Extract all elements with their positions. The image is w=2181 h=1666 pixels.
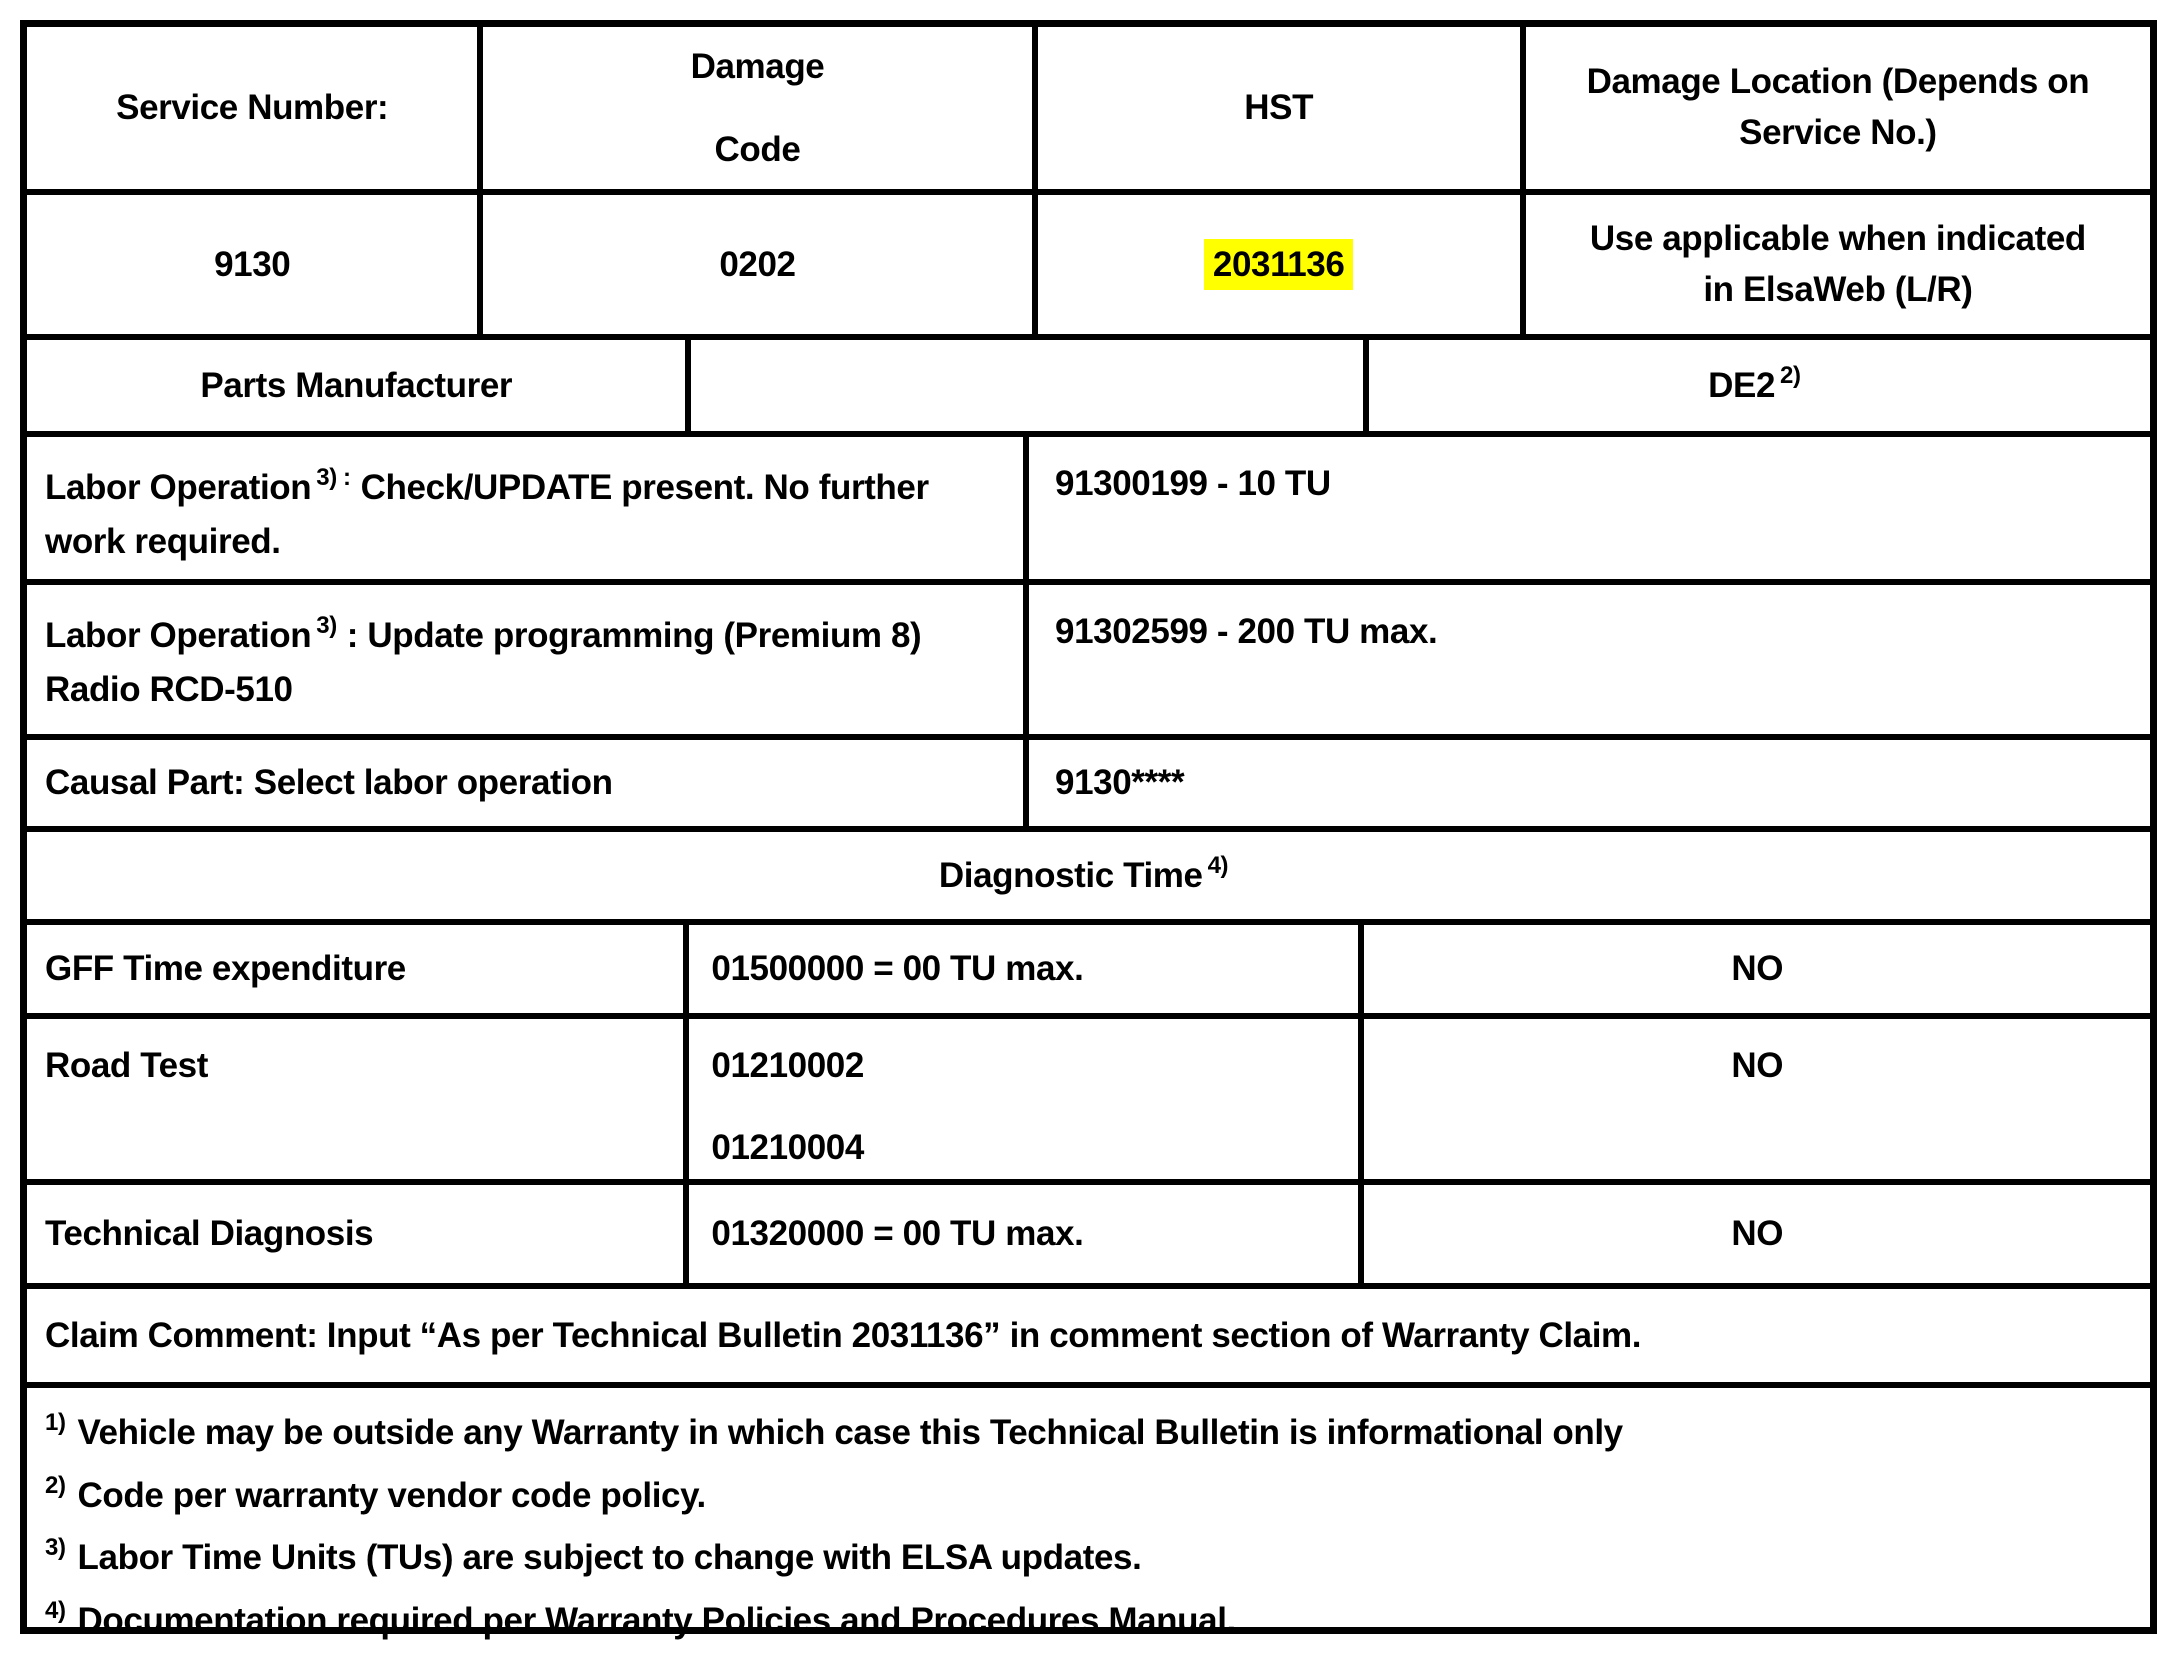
diagnostic-time-header-row xyxy=(27,832,2150,925)
header-row xyxy=(27,27,2150,195)
labor-operation-1-value-cell xyxy=(1029,437,2150,579)
footnote-4-marker: 4) xyxy=(45,1596,66,1624)
values-row xyxy=(27,195,2150,340)
labor-operation-row-2 xyxy=(27,585,2150,740)
parts-manufacturer-value-cell xyxy=(1369,340,2150,431)
parts-manufacturer-empty-cell xyxy=(691,340,1368,431)
header-hst xyxy=(1038,27,1526,189)
damage-location-line1: Use applicable when indicated xyxy=(1589,218,2086,258)
labor-operation-2-prefix: Labor Operation xyxy=(45,616,312,655)
claim-comment-text: Claim Comment: Input “As per Technical Bulletin 2031136” in comment section of Warranty Claim. xyxy=(45,1315,1642,1355)
footnote-4 xyxy=(45,1598,1236,1644)
header-damage-location xyxy=(1526,27,2150,189)
footnote-2-marker: 2) xyxy=(45,1471,66,1499)
footnote-1-marker: 1) xyxy=(45,1409,66,1436)
road-test-code-2: 01210004 xyxy=(711,1127,864,1167)
footnote-2 xyxy=(45,1473,706,1519)
hst-value-highlighted: 2031136 xyxy=(1204,239,1354,291)
footnote-4-text: Documentation required per Warranty Policies and Procedures Manual. xyxy=(77,1600,1236,1640)
parts-manufacturer-value xyxy=(1708,363,1810,409)
footnotes-row xyxy=(27,1388,2150,1666)
gff-time-row xyxy=(27,925,2150,1019)
road-test-flag: NO xyxy=(1731,1046,1784,1085)
claim-comment-cell xyxy=(27,1289,2150,1382)
road-test-flag-cell xyxy=(1364,1019,2150,1179)
gff-time-flag-cell xyxy=(1364,925,2150,1013)
value-damage-location xyxy=(1526,195,2150,334)
header-service-number-label: Service Number: xyxy=(116,88,389,128)
technical-diagnosis-code-cell xyxy=(689,1185,1364,1283)
labor-operation-row-1 xyxy=(27,437,2150,585)
labor-operation-2-description: : Update programming (Premium 8) Radio RCD-510 xyxy=(45,616,922,710)
gff-time-code-cell xyxy=(689,925,1364,1013)
damage-code-value: 0202 xyxy=(719,244,796,284)
diagnostic-time-footnote-marker: 4) xyxy=(1207,851,1229,879)
labor-operation-2-label xyxy=(45,609,1009,718)
labor-operation-1-footnote-marker: 3) : xyxy=(316,464,351,491)
gff-time-code: 01500000 = 00 TU max. xyxy=(711,949,1084,989)
causal-part-label-cell xyxy=(27,740,1029,826)
vendor-code-footnote-marker: 2) xyxy=(1780,361,1801,389)
labor-operation-1-code: 91300199 - 10 TU xyxy=(1055,464,1331,503)
labor-operation-1-label-cell xyxy=(27,437,1029,579)
footnote-3 xyxy=(45,1535,1141,1581)
vendor-code: DE2 xyxy=(1708,365,1776,405)
technical-diagnosis-code: 01320000 = 00 TU max. xyxy=(711,1214,1084,1254)
header-damage-code xyxy=(483,27,1037,189)
gff-time-label-cell xyxy=(27,925,689,1013)
diagnostic-time-header-cell xyxy=(27,832,2150,919)
header-damage-code-line1: Damage xyxy=(690,46,825,86)
causal-part-label: Causal Part: Select labor operation xyxy=(45,763,613,803)
causal-part-value-cell xyxy=(1029,740,2150,826)
footnote-1-text: Vehicle may be outside any Warranty in which case this Technical Bulletin is informational only xyxy=(77,1413,1623,1452)
service-number-value: 9130 xyxy=(214,244,291,284)
parts-manufacturer-label-cell xyxy=(27,340,691,431)
diagnostic-time-header xyxy=(939,853,1238,899)
parts-manufacturer-row xyxy=(27,340,2150,437)
header-damage-location-label: Damage Location (Depends on Service No.) xyxy=(1586,62,2090,152)
labor-operation-2-value-cell xyxy=(1029,585,2150,734)
header-damage-code-line2: Code xyxy=(714,130,801,169)
gff-time-flag: NO xyxy=(1731,949,1784,989)
parts-manufacturer-label: Parts Manufacturer xyxy=(200,365,513,405)
technical-diagnosis-label: Technical Diagnosis xyxy=(45,1214,374,1254)
technical-diagnosis-flag-cell xyxy=(1364,1185,2150,1283)
value-hst xyxy=(1038,195,1526,334)
road-test-row xyxy=(27,1019,2150,1185)
claim-comment-row xyxy=(27,1289,2150,1388)
road-test-label: Road Test xyxy=(45,1046,208,1085)
labor-operation-1-prefix: Labor Operation xyxy=(45,468,312,507)
labor-operation-2-code: 91302599 - 200 TU max. xyxy=(1055,612,1438,651)
footnote-3-text: Labor Time Units (TUs) are subject to change with ELSA updates. xyxy=(77,1538,1142,1577)
technical-diagnosis-row xyxy=(27,1185,2150,1289)
road-test-code-cell xyxy=(689,1019,1364,1179)
technical-diagnosis-label-cell xyxy=(27,1185,689,1283)
labor-operation-1-label xyxy=(45,461,1009,570)
technical-diagnosis-flag: NO xyxy=(1731,1214,1784,1254)
footnote-3-marker: 3) xyxy=(45,1534,66,1561)
labor-operation-2-label-cell xyxy=(27,585,1029,734)
warranty-claim-table xyxy=(20,20,2157,1640)
diagnostic-time-title: Diagnostic Time xyxy=(938,855,1203,895)
labor-operation-1-description: Check/UPDATE present. No further work required. xyxy=(45,468,929,562)
damage-location-line2: in ElsaWeb (L/R) xyxy=(1703,269,1973,309)
value-damage-code xyxy=(483,195,1037,334)
road-test-label-cell xyxy=(27,1019,689,1179)
footnotes-cell xyxy=(27,1388,2150,1666)
road-test-code-1: 01210002 xyxy=(711,1046,864,1085)
labor-operation-2-footnote-marker: 3) xyxy=(316,612,337,639)
header-service-number xyxy=(27,27,483,189)
gff-time-label: GFF Time expenditure xyxy=(45,949,406,989)
header-hst-label: HST xyxy=(1244,88,1314,128)
value-service-number xyxy=(27,195,483,334)
footnote-2-text: Code per warranty vendor code policy. xyxy=(77,1475,706,1515)
causal-part-code: 9130**** xyxy=(1055,763,1185,803)
footnote-1 xyxy=(45,1410,1623,1456)
causal-part-row xyxy=(27,740,2150,832)
